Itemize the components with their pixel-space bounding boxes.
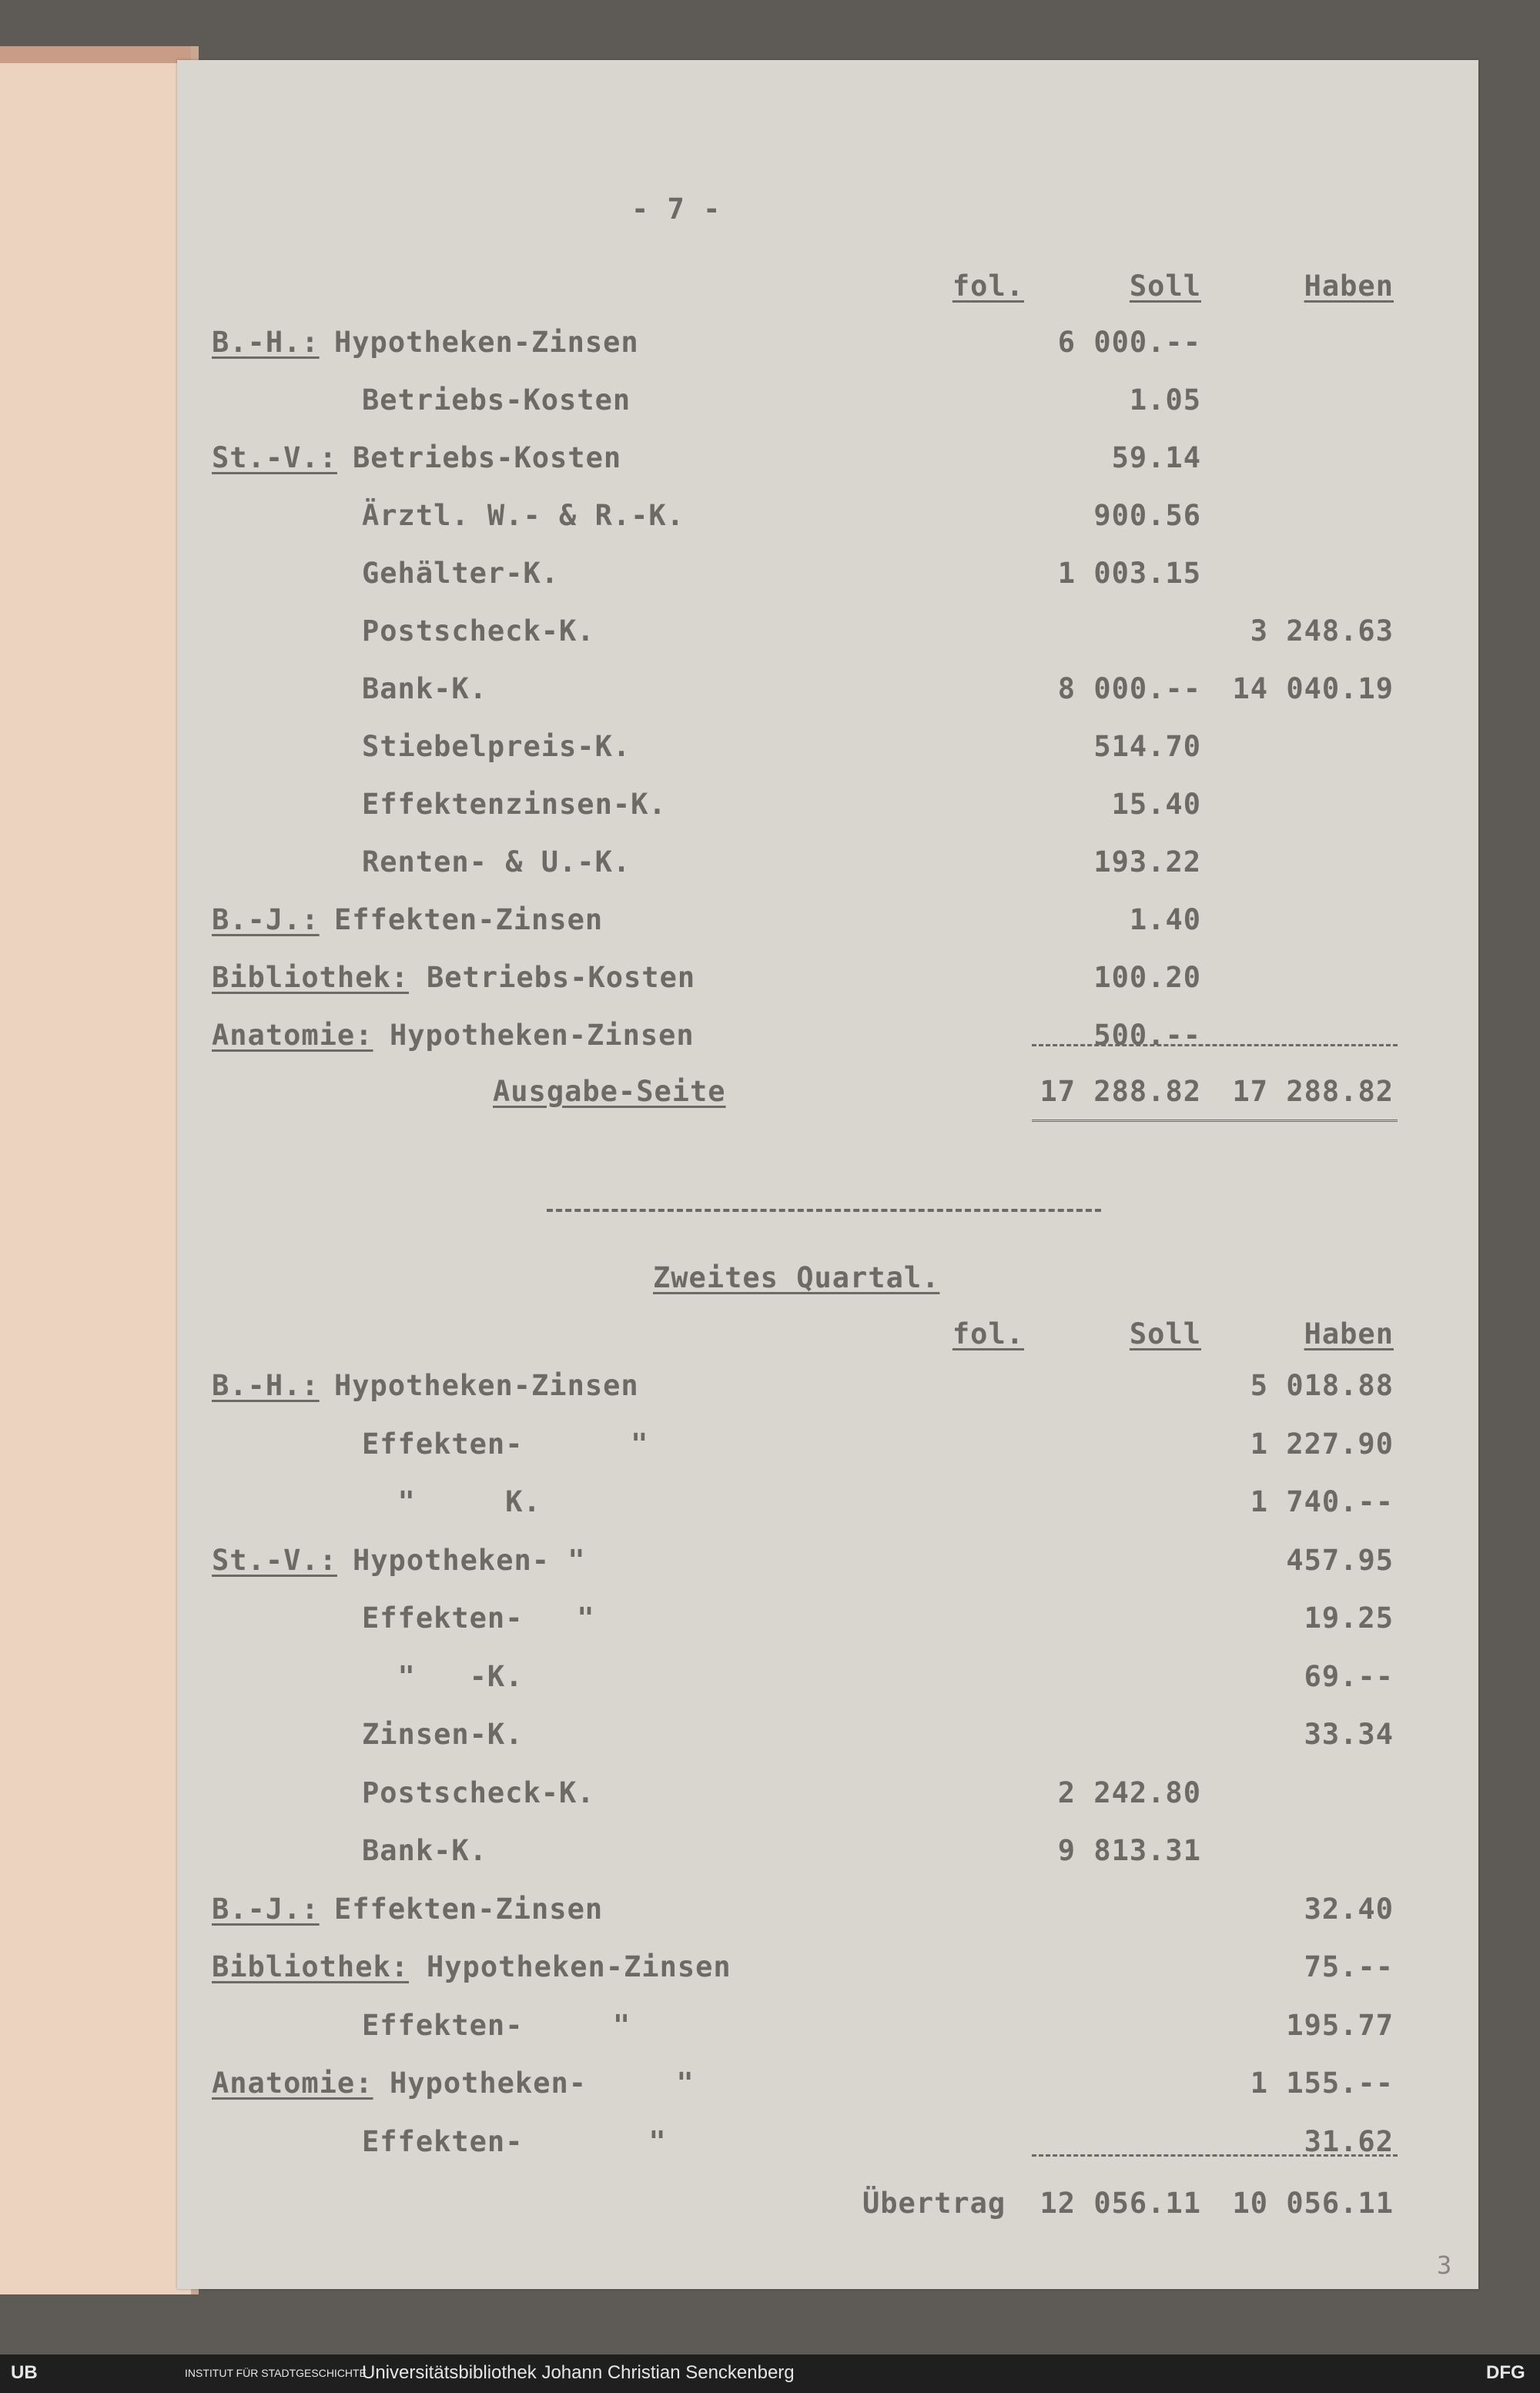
haben-value: 32.40 [1304, 1892, 1394, 1926]
account-label: B.-H.: [212, 326, 320, 359]
section-divider [547, 1209, 1101, 1212]
institut-logo: INSTITUT FÜR STADTGESCHICHTE [185, 2367, 367, 2379]
entry-label: Bank-K. [362, 672, 487, 705]
soll-value: 15.40 [1111, 788, 1201, 821]
account-label: Anatomie: [212, 2067, 373, 2100]
soll-value: 9 813.31 [1057, 1834, 1201, 1867]
soll-value: 6 000.-- [1057, 326, 1201, 359]
entry-label: Betriebs-Kosten [427, 961, 696, 994]
entry-label: Postscheck-K. [362, 1776, 595, 1809]
left-facing-page [0, 46, 199, 2294]
soll-value: 59.14 [1111, 441, 1201, 474]
entry-label: Hypotheken-Zinsen [427, 1950, 732, 1983]
entry-label: Postscheck-K. [362, 614, 595, 648]
entry-label: Hypotheken- " [353, 1543, 586, 1577]
entry-label: Effekten- " [362, 1427, 649, 1461]
footer-bar [0, 2355, 1540, 2393]
soll-value: 514.70 [1093, 730, 1201, 763]
dfg-logo: DFG [1486, 2362, 1525, 2383]
entry-label: Effekten-Zinsen [334, 1892, 604, 1926]
entry-label: " -K. [362, 1659, 524, 1693]
entry-label: Renten- & U.-K. [362, 845, 631, 879]
account-label: B.-J.: [212, 903, 320, 936]
haben-value: 1 155.-- [1250, 2067, 1394, 2100]
document-page [177, 60, 1478, 2289]
entry-label: Hypotheken- " [390, 2067, 695, 2100]
library-name: Universitätsbibliothek Johann Christian Senckenberg [362, 2362, 795, 2383]
entry-label: Effekten- " [362, 1601, 595, 1635]
total2-haben: 10 056.11 [1232, 2187, 1394, 2220]
total2-label: Übertrag [862, 2187, 1006, 2220]
soll-value: 1 003.15 [1057, 557, 1201, 590]
corner-mark: 3 [1437, 2251, 1453, 2280]
account-label: B.-H.: [212, 1369, 320, 1402]
entry-label: Gehälter-K. [362, 557, 560, 590]
soll-value: 8 000.-- [1057, 672, 1201, 705]
entry-label: Zinsen-K. [362, 1718, 524, 1751]
soll-value: 2 242.80 [1057, 1776, 1201, 1809]
soll-value: 500.-- [1093, 1019, 1201, 1052]
account-label: St.-V.: [212, 441, 337, 474]
account-label: St.-V.: [212, 1543, 337, 1577]
header-fol: fol. [952, 1317, 1024, 1350]
haben-value: 31.62 [1304, 2124, 1394, 2158]
entry-label: Hypotheken-Zinsen [334, 1369, 639, 1402]
entry-label: Stiebelpreis-K. [362, 730, 631, 763]
total1-label: Ausgabe-Seite [493, 1075, 726, 1108]
soll-value: 1.05 [1129, 383, 1201, 417]
header-haben: Haben [1304, 1317, 1394, 1350]
total1-soll: 17 288.82 [1040, 1075, 1201, 1108]
total2-soll: 12 056.11 [1040, 2187, 1201, 2220]
entry-label: Effekten-Zinsen [334, 903, 604, 936]
total1-haben: 17 288.82 [1232, 1075, 1394, 1108]
entry-label: Ärztl. W.- & R.-K. [362, 499, 685, 532]
soll-value: 100.20 [1093, 961, 1201, 994]
header-fol: fol. [952, 269, 1024, 303]
section2-title: Zweites Quartal. [653, 1261, 940, 1294]
haben-value: 19.25 [1304, 1601, 1394, 1635]
subtotal-rule-1 [1032, 1044, 1398, 1046]
haben-value: 14 040.19 [1232, 672, 1394, 705]
header-soll: Soll [1129, 269, 1201, 303]
entry-label: Hypotheken-Zinsen [390, 1019, 695, 1052]
soll-value: 193.22 [1093, 845, 1201, 879]
haben-value: 457.95 [1286, 1543, 1394, 1577]
entry-label: Bank-K. [362, 1834, 487, 1867]
entry-label: Effekten- " [362, 2124, 667, 2158]
haben-value: 33.34 [1304, 1718, 1394, 1751]
haben-value: 75.-- [1304, 1950, 1394, 1983]
total-double-rule-1 [1032, 1120, 1398, 1125]
account-label: Anatomie: [212, 1019, 373, 1052]
entry-label: Effektenzinsen-K. [362, 788, 667, 821]
haben-value: 1 740.-- [1250, 1485, 1394, 1518]
entry-label: Hypotheken-Zinsen [334, 326, 639, 359]
account-label: Bibliothek: [212, 1950, 410, 1983]
subtotal-rule-2 [1032, 2154, 1398, 2157]
haben-value: 195.77 [1286, 2008, 1394, 2042]
haben-value: 1 227.90 [1250, 1427, 1394, 1461]
haben-value: 5 018.88 [1250, 1369, 1394, 1402]
haben-value: 3 248.63 [1250, 614, 1394, 648]
entry-label: Betriebs-Kosten [353, 441, 622, 474]
account-label: B.-J.: [212, 1892, 320, 1926]
soll-value: 1.40 [1129, 903, 1201, 936]
ub-logo: UB [11, 2362, 38, 2383]
entry-label: " K. [362, 1485, 541, 1518]
header-haben: Haben [1304, 269, 1394, 303]
entry-label: Effekten- " [362, 2008, 631, 2042]
account-label: Bibliothek: [212, 961, 410, 994]
header-soll: Soll [1129, 1317, 1201, 1350]
page-number: - 7 - [631, 192, 721, 226]
left-page-top-strip [0, 46, 199, 63]
haben-value: 69.-- [1304, 1659, 1394, 1693]
soll-value: 900.56 [1093, 499, 1201, 532]
entry-label: Betriebs-Kosten [362, 383, 631, 417]
